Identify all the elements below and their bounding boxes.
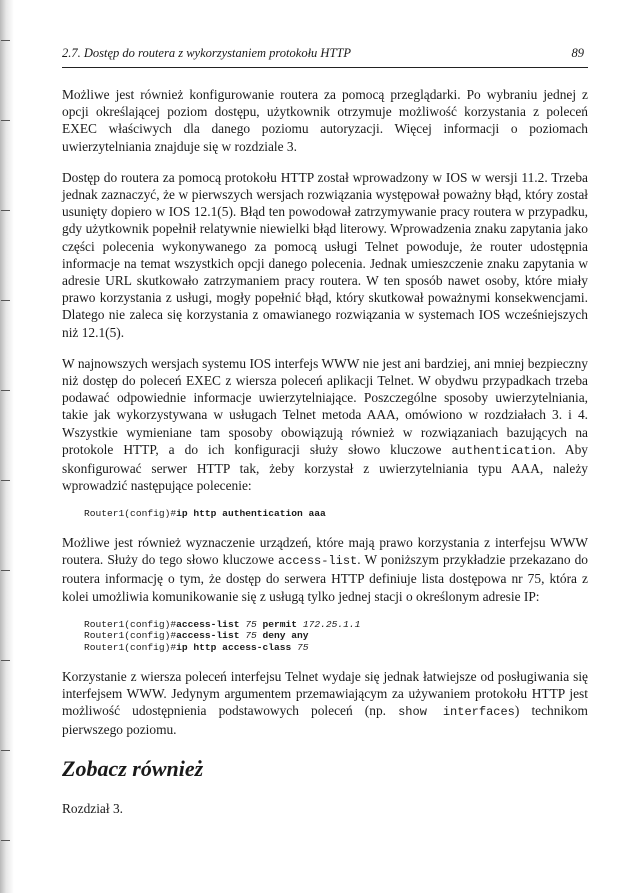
binding-mark [1,390,10,391]
paragraph-text: . Aby skonfigurować serwer HTTP tak, żeby korzystał z uwierzytelniania typu AAA, należy wprowadzić następujące polecenie: [62,441,588,494]
binding-mark [1,660,10,661]
running-title: 2.7. Dostęp do routera z wykorzystaniem protokołu HTTP [62,46,351,60]
paragraph-text: W najnowszych wersjach systemu IOS interfejs WWW nie jest ani bardziej, ani mniej bezpieczny niż dostęp do poleceń EXEC z wiersza poleceń aplikacji Telnet. W obydwu przypadkach trzeba podawać odpowiednie informacje uwierzytelniające. Poszczególne sposoby uwierzytelniania, takie jak wykorzystywana w usługach Telnet metoda AAA, omówiono w rozdziałach 3. i 4. Wszystkie wymieniane tam sposoby obowiązują również w rozwiązaniach bazujących na protokole HTTP, a do ich konfiguracji służy słowo kluczowe [62,355,588,457]
code-line [84,642,588,654]
binding-mark [1,120,10,121]
code-prompt: Router1(config)# [84,630,177,642]
code-line [84,630,588,642]
paragraph-security [62,355,588,495]
binding-mark [1,750,10,751]
code-keyword: deny any [262,630,309,642]
code-keyword: permit [262,618,303,630]
code-prompt: Router1(config)# [84,618,177,630]
running-header [62,46,588,64]
code-prompt: Router1(config)# [84,642,177,654]
inline-code-keyword: authentication [451,443,553,458]
book-page [62,0,588,893]
code-prompt: Router1(config)# [84,508,177,520]
paragraph-text: ) technikom pierwszego poziomu. [62,703,588,738]
paragraph-http-history: Dostęp do routera za pomocą protokołu HTTP został wprowadzony w IOS w wersji 11.2. Trzeba jednak zaznaczyć, że w pierwszych wersjach rozwiązania występował poważny błąd, który został usunięty dopiero w IOS 12.1(5). Błąd ten powodował zatrzymywanie pracy routera w przypadku, gdy użytkownik popełnił relatywnie niewielki błąd literowy. Wprowadzenia znaku zapytania jako części polecenia wykonywanego za pomocą usługi Telnet powoduje, że router udostępnia informacje na temat wszystkich opcji danego polecenia. Jednak umieszczenie znaku zapytania w adresie URL skutkowało zatrzymaniem pracy routera. W ten sposób nawet osoby, które miały prawo korzystania z usługi, mogły popełnić błąd, który skutkował poważnymi konsekwencjami. Dlatego nie zaleca się korzystania z omawianego rozwiązania w systemach IOS wcześniejszych niż 12.1(5). [62,169,588,340]
paragraph-text: . W poniższym przykładzie przekazano do routera informację o tym, że dostęp do serwera HTTP definiuje lista dostępowa nr 75, która z kolei umożliwia komunikowanie się z usługą tylko jednej stacji o określonym adresie IP: [62,552,588,604]
section-title-see-also: Zobacz również [62,756,204,782]
binding-mark [1,40,10,41]
binding-mark [1,210,10,211]
code-line [84,619,588,631]
binding-edge [0,0,14,893]
binding-mark [1,570,10,571]
see-also-reference: Rozdział 3. [62,801,123,817]
code-keyword: access-list [176,630,246,642]
binding-mark [1,300,10,301]
code-command: ip http authentication aaa [176,508,326,520]
page-body [62,86,588,832]
code-line [84,508,588,520]
code-argument: 75 [297,642,309,654]
inline-code-keyword: access-list [278,554,358,569]
paragraph-text: Możliwe jest również wyznaczenie urządzeń, które mają prawo korzystania z interfejsu WWW routera. Służy do tego słowo kluczowe [62,535,588,568]
inline-code-keyword: show interfaces [398,705,515,720]
paragraph-telnet-vs-www [62,668,588,739]
code-argument: 172.25.1.1 [302,618,361,630]
binding-mark [1,840,10,841]
paragraph-browser-config: Możliwe jest również konfigurowanie routera za pomocą przeglądarki. Po wybraniu jednej z opcji określającej poziom dostępu, użytkownik otrzymuje możliwość korzystania z poleceń EXEC właściwych dla danego poziomu autoryzacji. Więcej informacji o poziomach uwierzytelniania znajduje się w rozdziale 3. [62,87,588,154]
code-block-acl [84,619,588,654]
code-keyword: access-list [176,618,246,630]
code-argument: 75 [245,630,263,642]
header-rule [62,67,588,68]
binding-mark [1,480,10,481]
page-number: 89 [571,46,584,60]
code-block-auth [84,508,588,520]
code-keyword: ip http access-class [176,642,298,654]
paragraph-text: Korzystanie z wiersza poleceń interfejsu Telnet wydaje się jednak łatwiejsze od posługiwania się interfejsem WWW. Jedynym argumentem przemawiającym za używaniem protokołu HTTP jest możliwość udostępnienia podstawowych poleceń (np. [62,668,588,719]
paragraph-access-list [62,534,588,605]
code-argument: 75 [245,618,263,630]
